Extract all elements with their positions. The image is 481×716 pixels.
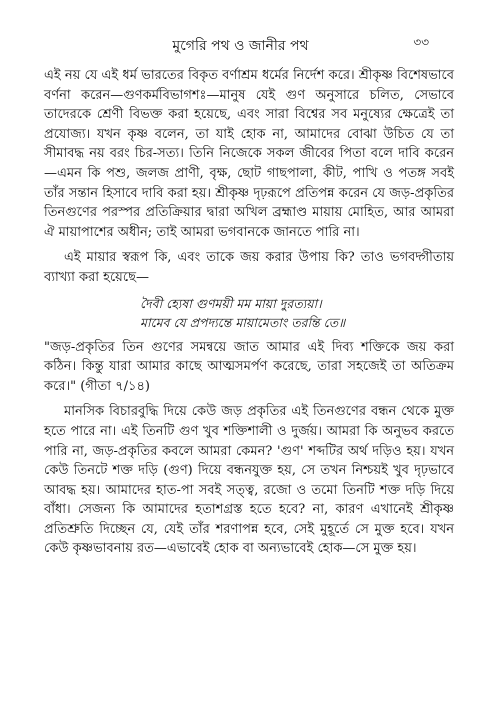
verse-line-1: দৈবী হ্যেষা গুণময়ী মম মায়া দুরত্যয়া। [140, 295, 322, 311]
verse-translation: "জড়-প্রকৃতির তিন গুণের সমন্বয়ে জাত আমার এই দিব্য শক্তিকে জয় করা কঠিন। কিন্তু যারা আমার কাছে আত্মসমর্পণ করেছে, তারা সহজেই তা অতিক্রম করে।" (গীতা ৭/১৪) [44, 339, 454, 394]
paragraph-2: এই মায়ার স্বরূপ কি, এবং তাকে জয় করার উপায় কি? তাও ভগবদ্গীতায় ব্যাখ্যা করা হয়েছে— [44, 250, 454, 285]
running-head-title: মুগেরি পথ ও জানীর পথ [172, 38, 309, 54]
sanskrit-verse [44, 294, 454, 332]
page-header [0, 30, 481, 58]
paragraph-3: মানসিক বিচারবুদ্ধি দিয়ে কেউ জড় প্রকৃতির এই তিনগুণের বন্ধন থেকে মুক্ত হতে পারে না। এই তিনটি গুণ খুব শক্তিশালী ও দুর্জয়। আমরা কি অনুভব করতে পারি না, জড়-প্রকৃতির কবলে আমরা কেমন? 'গুণ' শব্দটির অর্থ দড়িও হয়। যখন কেউ তিনটে শক্ত দড়ি (গুণ) দিয়ে বন্ধনযুক্ত হয়, সে তখন নিশ্চয়ই খুব দৃঢ়ভাবে আবদ্ধ হয়। আমাদের হাত-পা সবই সত্ত্ব, রজো ও তমো তিনটি শক্ত দড়ি দিয়ে বাঁধা। সেজন্য কি আমাদের হতাশগ্রস্ত হতে হবে? না, কারণ এখানেই শ্রীকৃষ্ণ প্রতিশ্রুতি দিচ্ছেন যে, যেই তাঁর শরণাপন্ন হবে, সেই মুহূর্তে সে মুক্ত হবে। যখন কেউ কৃষ্ণভাবনায় রত—এভাবেই হোক বা অন্যভাবেই হোক—সে মুক্ত হয়। [44, 404, 454, 557]
paragraph-1: এই নয় যে এই ধর্ম ভারতের বিকৃত বর্ণাশ্রম ধর্মের নির্দেশ করে। শ্রীকৃষ্ণ বিশেষভাবে বর্ণনা করেন—গুণকর্মবিভাগশঃ—মানুষ যেই গুণ অনুসারে চলিত, সেভাবে তাদেরকে শ্রেণী বিভক্ত করা হয়েছে, এবং সারা বিশ্বের সব মনুষ্যের ক্ষেত্রেই তা প্রযোজ্য। যখন কৃষ্ণ বলেন, তা যাই হোক না, আমাদের বোঝা উচিত যে তা সীমাবদ্ধ নয় বরং চির-সত্য। তিনি নিজেকে সকল জীবের পিতা বলে দাবি করেন—এমন কি পশু, জলজ প্রাণী, বৃক্ষ, ছোট গাছপালা, কীট, পাখি ও পতঙ্গ সবই তাঁর সন্তান হিসাবে দাবি করা হয়। শ্রীকৃষ্ণ দৃঢ়রূপে প্রতিপন্ন করেন যে জড়-প্রকৃতির তিনগুণের পরস্পর প্রতিক্রিয়ার দ্বারা অখিল ব্রহ্মাণ্ড মায়ায় মোহিত, আর আমরা ঐ মায়াপাশের অধীন; তাই আমরা ভগবানকে জানতে পারি না। [44, 68, 454, 240]
page-body [44, 66, 454, 565]
page-number: ৩৩ [413, 35, 429, 49]
verse-line-2: মামেব যে প্রপদ্যন্তে মায়ামেতাং তরন্তি তে॥ [140, 314, 346, 330]
